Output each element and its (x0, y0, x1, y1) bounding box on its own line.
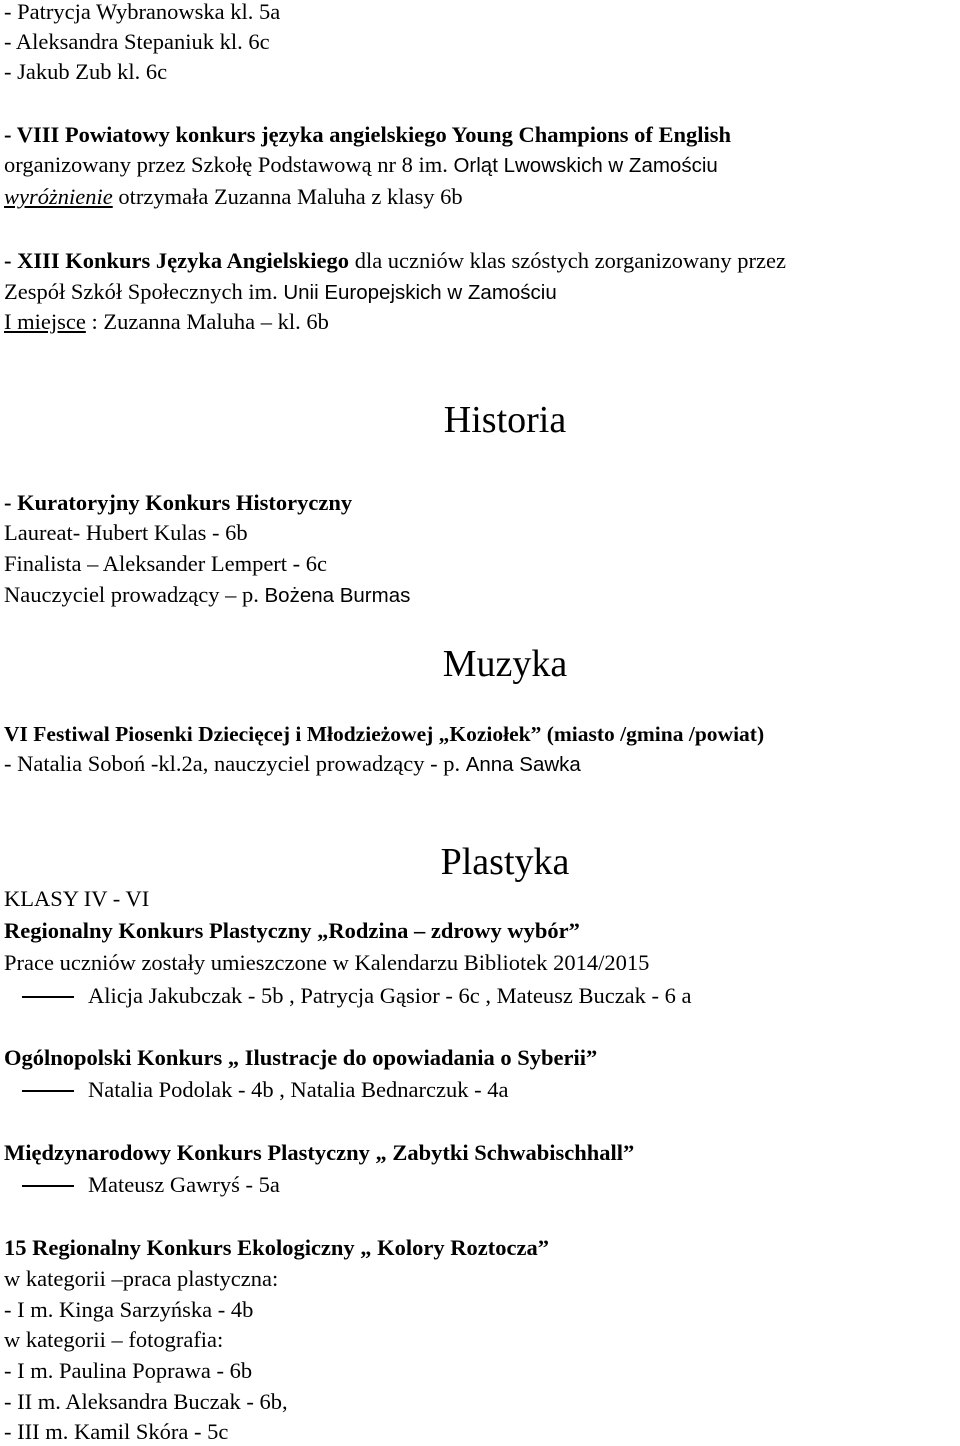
contest-award (4, 183, 463, 211)
winners-text: Alicja Jakubczak - 5b , Patrycja Gąsior - 6c , Mateusz Buczak - 6 a (88, 983, 692, 1008)
dash-bullet-icon (22, 996, 74, 998)
music-winner-text: - Natalia Soboń -kl.2a, nauczyciel prowadzący - p. (4, 751, 466, 776)
contest-title-bold: - XIII Konkurs Języka Angielskiego (4, 248, 350, 273)
contest-title-rest: dla uczniów klas szóstych zorganizowany przez (349, 248, 786, 273)
student-list-item: - Patrycja Wybranowska kl. 5a (4, 0, 281, 24)
music-winner-line (4, 750, 581, 779)
winners-line (4, 982, 692, 1010)
contest-organizer (4, 151, 718, 180)
winners-text: Mateusz Gawryś - 5a (88, 1172, 280, 1197)
organizer-text: Zespół Szkół Społecznych im. (4, 279, 284, 304)
placement-line: - I m. Paulina Poprawa - 6b (4, 1358, 253, 1383)
contest-organizer (4, 278, 557, 307)
winners-line (4, 1076, 508, 1104)
placement-line: - I m. Kinga Sarzyńska - 4b (4, 1297, 254, 1322)
category-label: w kategorii – fotografia: (4, 1327, 224, 1352)
contest-placement (4, 308, 329, 336)
award-text: otrzymała Zuzanna Maluha z klasy 6b (112, 184, 463, 209)
winners-line (4, 1171, 280, 1199)
contest-note: Prace uczniów zostały umieszczone w Kalendarzu Bibliotek 2014/2015 (4, 950, 650, 975)
student-list-item: - Aleksandra Stepaniuk kl. 6c (4, 29, 270, 54)
music-teacher-name: Anna Sawka (465, 753, 581, 776)
contest-title-history: - Kuratoryjny Konkurs Historyczny (4, 490, 353, 515)
contest-title-roztocze: 15 Regionalny Konkurs Ekologiczny „ Kolory Roztocza” (4, 1235, 549, 1260)
dash-bullet-icon (22, 1185, 74, 1187)
contest-title-english-xiii (4, 247, 786, 275)
place-label: I miejsce (4, 309, 86, 334)
contest-title-family: Regionalny Konkurs Plastyczny „Rodzina – zdrowy wybór” (4, 918, 580, 943)
finalist-line: Finalista – Aleksander Lempert - 6c (4, 551, 328, 576)
category-label: w kategorii –praca plastyczna: (4, 1266, 279, 1291)
classes-label: KLASY IV - VI (4, 886, 150, 911)
place-text: : Zuzanna Maluha – kl. 6b (85, 309, 329, 334)
contest-title-music: VI Festiwal Piosenki Dziecięcej i Młodzieżowej „Koziołek” (miasto /gmina /powiat) (4, 722, 765, 746)
teacher-line (4, 581, 410, 610)
organizer-text-sans: Unii Europejskich w Zamościu (283, 281, 557, 304)
teacher-name: Bożena Burmas (264, 584, 411, 607)
contest-title-english-viii: - VIII Powiatowy konkurs języka angielskiego Young Champions of English (4, 122, 732, 147)
student-list-item: - Jakub Zub kl. 6c (4, 59, 168, 84)
section-heading-historia: Historia (443, 399, 567, 441)
section-heading-muzyka: Muzyka (442, 643, 568, 685)
section-heading-plastyka: Plastyka (440, 841, 570, 883)
placement-line: - II m. Aleksandra Buczak - 6b, (4, 1389, 288, 1414)
contest-title-siberia: Ogólnopolski Konkurs „ Ilustracje do opowiadania o Syberii” (4, 1045, 598, 1070)
placement-line: - III m. Kamil Skóra - 5c (4, 1419, 229, 1444)
teacher-label: Nauczyciel prowadzący – p. (4, 582, 265, 607)
winners-text: Natalia Podolak - 4b , Natalia Bednarczuk - 4a (88, 1077, 509, 1102)
contest-title-schwabischhall: Międzynarodowy Konkurs Plastyczny „ Zabytki Schwabischhall” (4, 1140, 635, 1165)
organizer-text: organizowany przez Szkołę Podstawową nr 8 im. (4, 152, 454, 177)
award-label: wyróżnienie (4, 184, 113, 209)
dash-bullet-icon (22, 1090, 74, 1092)
laureate-line: Laureat- Hubert Kulas - 6b (4, 520, 248, 545)
organizer-text-sans: Orląt Lwowskich w Zamościu (453, 154, 718, 177)
